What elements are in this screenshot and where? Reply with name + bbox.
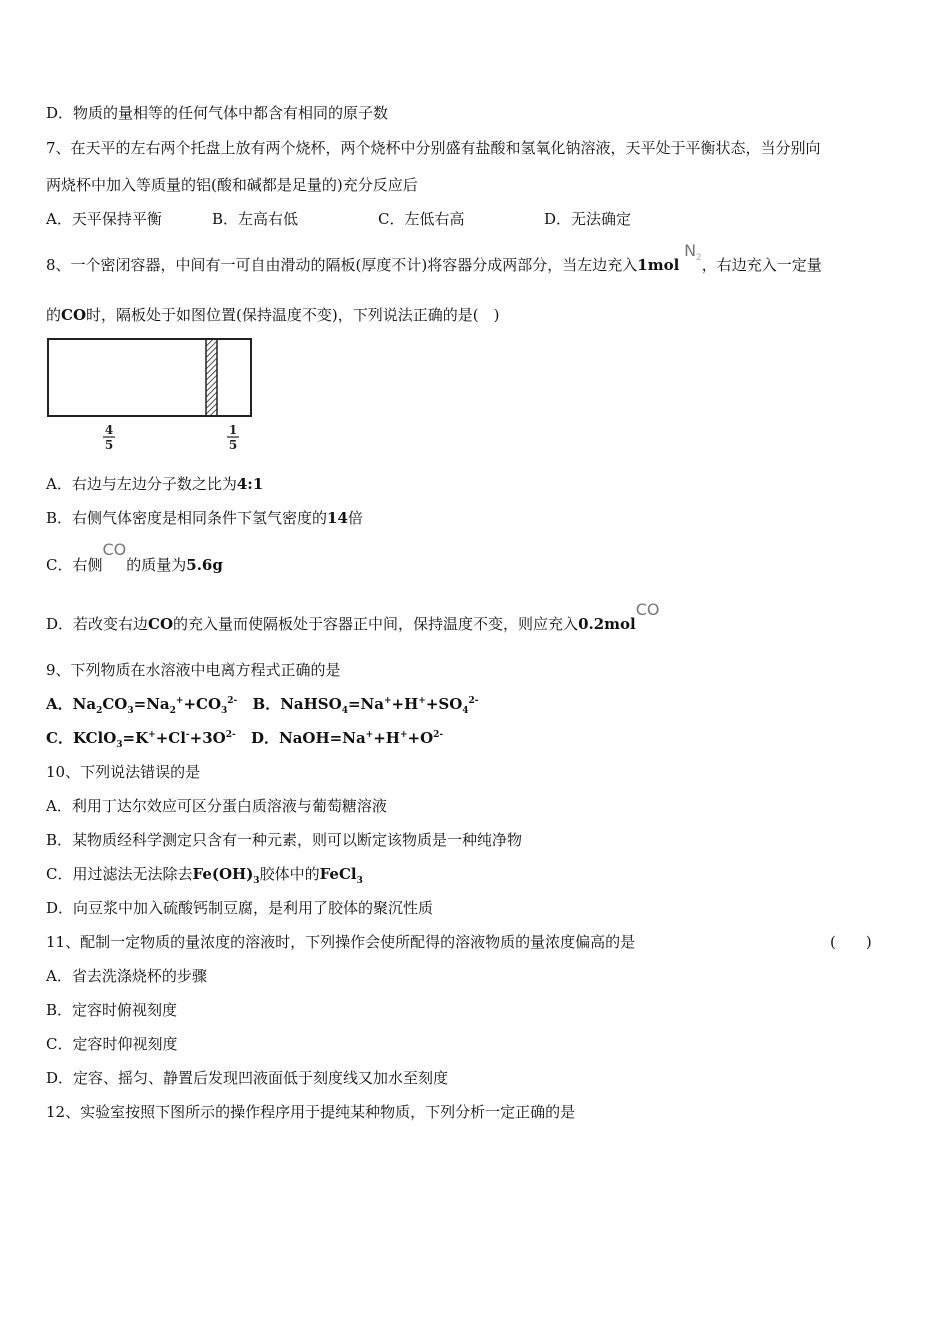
fraction-left-numerator: 4	[104, 423, 114, 437]
fraction-left	[103, 423, 115, 452]
q11-answer-paren: ( )	[830, 933, 872, 951]
q8-option-d: D．若改变右边CO的充入量而使隔板处于容器正中间，保持温度不变，则应充入0.2molCO	[46, 600, 660, 633]
q8-option-b: B．右侧气体密度是相同条件下氢气密度的14倍	[46, 509, 363, 527]
q9-options-row2	[46, 727, 443, 750]
fraction-right	[227, 423, 239, 452]
q7-stem-line1: 7、在天平的左右两个托盘上放有两个烧杯，两个烧杯中分别盛有盐酸和氢氧化钠溶液，天平处于平衡状态，当分别向	[46, 139, 821, 157]
q8-option-c: C．右侧CO的质量为5.6g	[46, 540, 223, 574]
q10-option-b: B．某物质经科学测定只含有一种元素，则可以断定该物质是一种纯净物	[46, 831, 523, 849]
q7-stem-line2: 两烧杯中加入等质量的铝(酸和碱都是足量的)充分反应后	[46, 176, 418, 194]
n2-formula: $N_2$	[684, 241, 702, 264]
q12-stem: 12、实验室按照下图所示的操作程序用于提纯某种物质，下列分析一定正确的是	[46, 1103, 576, 1121]
q11-option-c: C．定容时仰视刻度	[46, 1035, 178, 1053]
co-formula: CO	[61, 306, 87, 324]
q10-option-a: A．利用丁达尔效应可区分蛋白质溶液与葡萄糖溶液	[46, 797, 387, 815]
container-diagram	[46, 336, 261, 460]
q7-options	[46, 208, 631, 229]
q9-stem: 9、下列物质在水溶液中电离方程式正确的是	[46, 661, 341, 679]
q11-option-b: B．定容时俯视刻度	[46, 1001, 178, 1019]
q7-option-b: B．左高右低	[212, 210, 299, 228]
q11-option-d: D．定容、摇匀、静置后发现凹液面低于刻度线又加水至刻度	[46, 1069, 449, 1087]
q9-option-d: D．$NaOH=Na^++H^++O^{2-}$	[250, 729, 444, 747]
q10-option-d: D．向豆浆中加入硫酸钙制豆腐，是利用了胶体的聚沉性质	[46, 899, 434, 917]
q7-option-c: C．左低右高	[378, 210, 465, 228]
fraction-left-denominator: 5	[104, 438, 114, 452]
q8-stem-text-b: ，右边充入一定量	[701, 256, 822, 274]
q11-stem: 11、配制一定物质的量浓度的溶液时，下列操作会使所配得的溶液物质的量浓度偏高的是	[46, 933, 636, 951]
q8-option-a: A．右边与左边分子数之比为4:1	[46, 475, 264, 493]
q7-option-a: A．天平保持平衡	[46, 210, 162, 228]
container-box	[48, 339, 251, 416]
fraction-right-numerator: 1	[228, 423, 238, 437]
q10-option-c: C．用过滤法无法除去$Fe(OH)_3$胶体中的FeCl$_3$	[46, 865, 363, 886]
q8-amount: 1mol	[637, 256, 680, 274]
q6-option-d: D．物质的量相等的任何气体中都含有相同的原子数	[46, 104, 389, 122]
co-formula: CO	[635, 600, 660, 619]
partition-plate	[206, 339, 217, 416]
co-formula: CO	[102, 540, 127, 559]
fraction-right-denominator: 5	[228, 438, 238, 452]
q9-option-c: C．$KClO_3=K^++Cl^-+3O^{2-}$	[46, 729, 236, 750]
q9-option-b: B．$NaHSO_4=Na^++H^++SO_4^{2-}$	[252, 695, 479, 716]
q7-option-d: D．无法确定	[544, 210, 632, 228]
q8-stem-line2: 的CO时，隔板处于如图位置(保持温度不变)，下列说法正确的是( )	[46, 306, 500, 324]
q10-stem: 10、下列说法错误的是	[46, 763, 201, 781]
q8-stem-text-a: 8、一个密闭容器，中间有一可自由滑动的隔板(厚度不计)将容器分成两部分，当左边充入	[46, 256, 638, 274]
q11-option-a: A．省去洗涤烧杯的步骤	[46, 967, 207, 985]
q9-options-row1	[46, 693, 479, 716]
q9-option-a: A．$Na_2CO_3=Na_2^++CO_3^{2-}$	[46, 695, 238, 716]
q8-stem-line1	[46, 241, 822, 277]
